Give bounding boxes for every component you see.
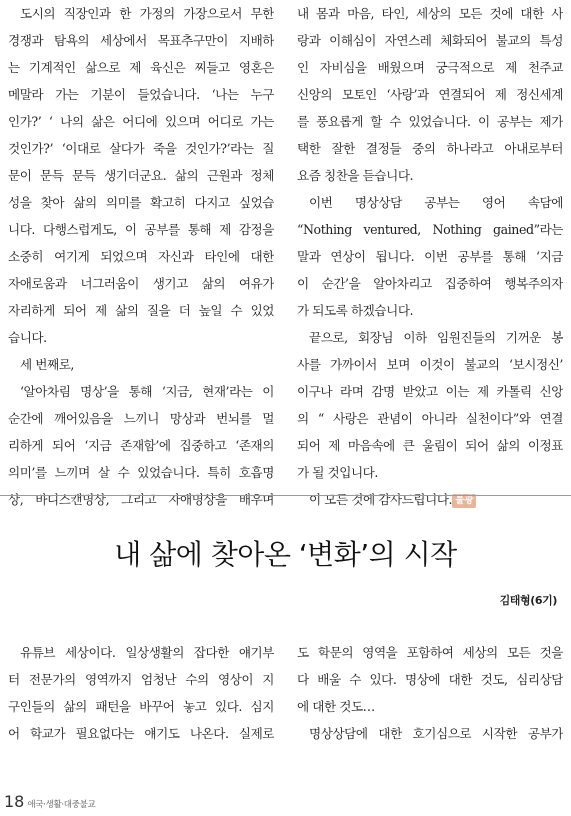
text-line: 이번 명상상담 공부는 영어 속담에: [309, 195, 563, 210]
text-line: 상, 바디스캔명상, 그리고 자애명상을 배우며: [8, 492, 274, 507]
text-line: 인 자비심을 배웠으며 궁극적으로 제 천주교: [297, 60, 563, 75]
text-line: 도시의 직장인과 한 가정의 가장으로서 무한: [20, 6, 274, 21]
top-left-column: [8, 0, 274, 513]
text-line: 를 풍요롭게 할 수 있었습니다. 이 공부는 제가: [297, 114, 563, 129]
article-title: 내 삶에 찾아온 ‘변화’의 시작: [114, 538, 457, 571]
article-author: 김태형(6기): [499, 594, 557, 607]
text-line: 랑과 이해심이 자연스레 체화되어 불교의 특성: [297, 33, 563, 48]
publication-badge: 불광: [452, 494, 476, 508]
text-line: 에 대한 것도…: [297, 699, 375, 714]
text-line: 사를 가까이서 보며 이것이 불교의 ‘보시정신’: [297, 357, 563, 372]
text-line: 이구나 라며 감명 받았고 이는 제 카톨릭 신앙: [297, 384, 563, 399]
page-number: 18: [4, 792, 25, 811]
publication-name: 애국·생활·대중불교: [27, 800, 96, 810]
closing-line: [297, 486, 563, 513]
text-line: 유튜브 세상이다. 일상생활의 잡다한 얘기부: [20, 645, 274, 660]
text-line: 말과 연상이 됩니다. 이번 공부를 통해 ‘지금: [297, 249, 563, 264]
text-line: 이 순간’을 알아차리고 집중하여 행복주의자: [297, 276, 563, 291]
text-line: 메말라 가는 기분이 들었습니다. ‘나는 누구: [8, 87, 274, 102]
article-left-column: [8, 639, 274, 747]
text-line: 것인가?’ ‘이대로 살다가 죽을 것인가?’라는 질: [8, 141, 274, 156]
text-line: 의미’를 느끼며 살 수 있었습니다. 특히 호흡명: [8, 465, 274, 480]
text-line: ‘알아차림 명상’을 통해 ‘지금, 현재’라는 이: [20, 384, 274, 399]
text-line: 다 배울 수 있다. 명상에 대한 것도, 심리상담: [297, 672, 563, 687]
text-line: 이 모든 것에 감사드립니다.: [309, 492, 453, 507]
text-line: 되어 제 마음속에 큰 울림이 되어 삶의 이정표: [297, 438, 563, 453]
text-line: 성을 찾아 삶의 의미를 확고히 다지고 싶었습: [8, 195, 274, 210]
text-line: 자애로움과 너그러움이 생기고 삶의 여유가: [8, 276, 274, 291]
page-footer: [4, 791, 95, 813]
top-right-column: [297, 0, 563, 513]
text-line: 문이 문득 문득 생기더군요. 삶의 근원과 정체: [8, 168, 274, 183]
text-line: 내 몸과 마음, 타인, 세상의 모든 것에 대한 사: [297, 6, 563, 21]
text-line: 가 될 것입니다.: [297, 465, 378, 480]
text-line: 세 번째로,: [20, 357, 74, 372]
text-line: 습니다.: [8, 330, 47, 345]
text-line: 구인들의 삶의 패턴을 바꾸어 놓고 있다. 심지: [8, 699, 274, 714]
text-line: 택한 잘한 결정들 중의 하나라고 아내로부터: [297, 141, 563, 156]
text-line: 는 기계적인 삶으로 제 육신은 찌들고 영혼은: [8, 60, 274, 75]
text-line: 끝으로, 회장님 이하 임원진들의 기꺼운 봉: [309, 330, 563, 345]
text-line: 요즘 칭찬을 듣습니다.: [297, 168, 414, 183]
text-line: 가 되도록 하겠습니다.: [297, 303, 414, 318]
text-line: 소중히 여기게 되었으며 자신과 타인에 대한: [8, 249, 274, 264]
text-line: 터 전문가의 영역까지 엄청난 수의 영상이 지: [8, 672, 274, 687]
text-line: “Nothing ventured, Nothing gained”라는: [297, 222, 563, 237]
article-right-column: [297, 639, 563, 747]
text-line: 인가?’ ‘ 나의 삶은 어디에 있으며 어디로 가는: [8, 114, 274, 129]
text-line: 의 “ 사랑은 관념이 아니라 실천이다”와 연결: [297, 411, 563, 426]
text-line: 자리하게 되어 제 삶의 질을 더 높일 수 있었: [8, 303, 274, 318]
text-line: 도 학문의 영역을 포함하여 세상의 모든 것을: [297, 645, 563, 660]
text-line: 경쟁과 탐욕의 세상에서 목표추구만이 지배하: [8, 33, 274, 48]
text-line: 신앙의 모토인 ‘사랑’과 연결되어 제 정신세계: [297, 87, 563, 102]
text-line: 니다. 다행스럽게도, 이 공부를 통해 제 감정을: [8, 222, 274, 237]
section-divider: [0, 495, 571, 496]
text-line: 명상상담에 대한 호기심으로 시작한 공부가: [309, 726, 563, 741]
text-line: 리하게 되어 ‘지금 존재함’에 집중하고 ‘존재의: [8, 438, 274, 453]
text-line: 순간에 깨어있음을 느끼니 망상과 번뇌를 멀: [8, 411, 274, 426]
text-line: 어 학교가 필요없다는 얘기도 나온다. 실제로: [8, 726, 274, 741]
